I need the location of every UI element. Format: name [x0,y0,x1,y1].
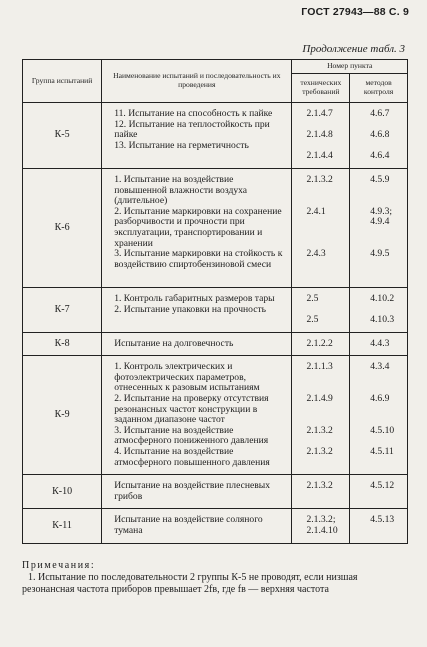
table-row [23,356,408,475]
tech-requirements-cell [292,332,350,356]
test-groups-table [22,59,408,544]
test-item: Испытание на долговечность [114,337,234,349]
test-item: 1. Контроль габаритных размеров тары [114,292,275,304]
test-item: 12. Испытание на теплостойкость при пайке [114,118,270,141]
tech-item-number: 2.1.4.4 [306,150,333,162]
control-methods-cell [350,103,408,169]
table-row [23,168,408,287]
control-methods-cell [350,475,408,509]
tech-item-number: 2.5 [306,292,319,304]
control-methods-cell [350,509,408,543]
method-item-number [350,373,407,384]
tests-cell [102,168,292,287]
test-item: 1. Контроль электрических и фотоэлектрических параметров, отнесенных к разовым испытаниям [114,361,260,394]
tech-requirements-cell [292,475,350,509]
method-item-number: 4.9.4 [370,216,390,228]
method-item-number: 4.5.10 [370,424,395,436]
tech-item-number [292,405,349,416]
table-row [23,475,408,509]
tech-requirements-cell [292,356,350,475]
method-item-number [350,186,407,197]
group-id-cell: К-11 [23,509,102,543]
method-item-number: 4.10.3 [370,314,395,326]
test-item: 11. Испытание на способность к пайке [114,108,273,119]
tech-requirements-cell [292,168,350,287]
table-row [23,509,408,543]
test-item: Испытание на воздействие плесневых грибов [114,480,271,502]
method-item-number [350,405,407,416]
tech-item-number: 2.4.3 [306,248,326,260]
tests-cell [102,103,292,169]
control-methods-cell [350,332,408,356]
method-item-number [350,458,407,469]
table-row [23,103,408,169]
tech-item-number [292,260,349,271]
tech-requirements-cell [292,103,350,169]
method-item-number: 4.10.2 [370,292,395,304]
method-item-number [350,228,407,239]
tech-item-number [292,217,349,228]
method-item-number: 4.5.13 [370,514,395,526]
tests-cell [102,356,292,475]
tech-item-number: 2.1.4.9 [306,393,333,405]
method-item-number: 4.6.9 [370,393,390,405]
tests-cell [102,509,292,543]
tech-item-number [292,458,349,469]
method-item-number [350,270,407,281]
tech-item-number: 2.1.3.2 [306,480,333,492]
test-item: Испытание на воздействие соляного тумана [114,514,263,536]
tech-item-number [292,373,349,384]
group-id-cell: К-7 [23,287,102,332]
table-row [23,287,408,332]
tests-cell [102,475,292,509]
tests-cell [102,287,292,332]
method-item-number: 4.5.12 [370,480,395,492]
tech-item-number: 2.1.3.2 [306,424,333,436]
test-item: 4. Испытание на воздействие атмосферного повышенного давления [114,446,270,468]
table-continuation-caption: Продолжение табл. 3 [302,43,405,55]
header-tech-requirements: технических требований [292,74,350,103]
method-item-number: 4.6.8 [370,129,390,141]
header-group: Группа испытаний [23,60,102,103]
group-id-cell: К-5 [23,103,102,169]
group-id-cell: К-10 [23,475,102,509]
control-methods-cell [350,356,408,475]
tech-item-number: 2.1.3.2 [306,446,333,458]
group-id-cell: К-8 [23,332,102,356]
method-item-number: 4.5.11 [370,446,394,458]
method-item-number: 4.6.7 [370,108,390,119]
group-id-cell: К-6 [23,168,102,287]
test-item: 2. Испытание упаковки на прочность [114,303,267,315]
header-control-methods: методов контроля [350,74,408,103]
control-methods-cell [350,168,408,287]
notes-section [22,560,408,596]
method-item-number: 4.4.3 [370,337,390,349]
tech-item-number: 2.1.3.2 [306,173,333,185]
tech-item-number: 2.5 [306,314,319,326]
test-item: 3. Испытание маркировки на стойкость к воздействию спиртобензиновой смеси [114,248,283,270]
test-item: 1. Испытание на воздействие повышенной влажности воздуха (длительное) [114,173,248,207]
method-item-number: 4.6.4 [370,150,390,162]
group-id-cell: К-9 [23,356,102,475]
tech-item-number: 2.1.2.2 [306,337,333,349]
tech-item-number [292,305,349,316]
tech-requirements-cell [292,287,350,332]
method-item-number: 4.9.5 [370,248,390,260]
notes-title: Примечания: [22,560,96,571]
table-row [23,332,408,356]
test-item: 13. Испытание на герметичность [114,139,249,151]
control-methods-cell [350,287,408,332]
tests-cell [102,332,292,356]
tech-item-number: 2.1.3.2; [306,514,336,526]
tech-item-number [292,228,349,239]
header-test-name: Наименование испытаний и последовательность их проведения [102,60,292,103]
method-item-number [350,260,407,271]
tech-item-number [292,186,349,197]
test-item: 3. Испытание на воздействие атмосферного пониженного давления [114,424,269,447]
tech-item-number: 2.4.1 [306,205,326,217]
method-item-number: 4.3.4 [370,361,390,373]
tech-item-number: 2.1.4.8 [306,129,333,141]
method-item-number: 4.5.9 [370,173,390,185]
page-header: ГОСТ 27943—88 С. 9 [301,6,409,18]
tech-item-number: 2.1.1.3 [306,361,333,373]
tech-item-number [292,270,349,281]
header-item-number: Номер пункта [292,60,408,74]
tech-item-number: 2.1.4.10 [306,525,338,536]
notes-text: 1. Испытание по последовательности 2 группы К-5 не проводят, если низшая резонансная частота приборов превышает 2fв, где fв — верхняя частота [22,572,358,595]
method-item-number: 4.9.3; [370,205,393,217]
tech-item-number: 2.1.4.7 [306,108,333,119]
tech-requirements-cell [292,509,350,543]
test-item: 2. Испытание маркировки на сохранение разборчивости и прочности при эксплуатации, транспортировании и хранении [114,205,282,249]
test-item: 2. Испытание на проверку отсутствия резонансных частот конструкции в заданном диапазоне частот [114,393,269,426]
